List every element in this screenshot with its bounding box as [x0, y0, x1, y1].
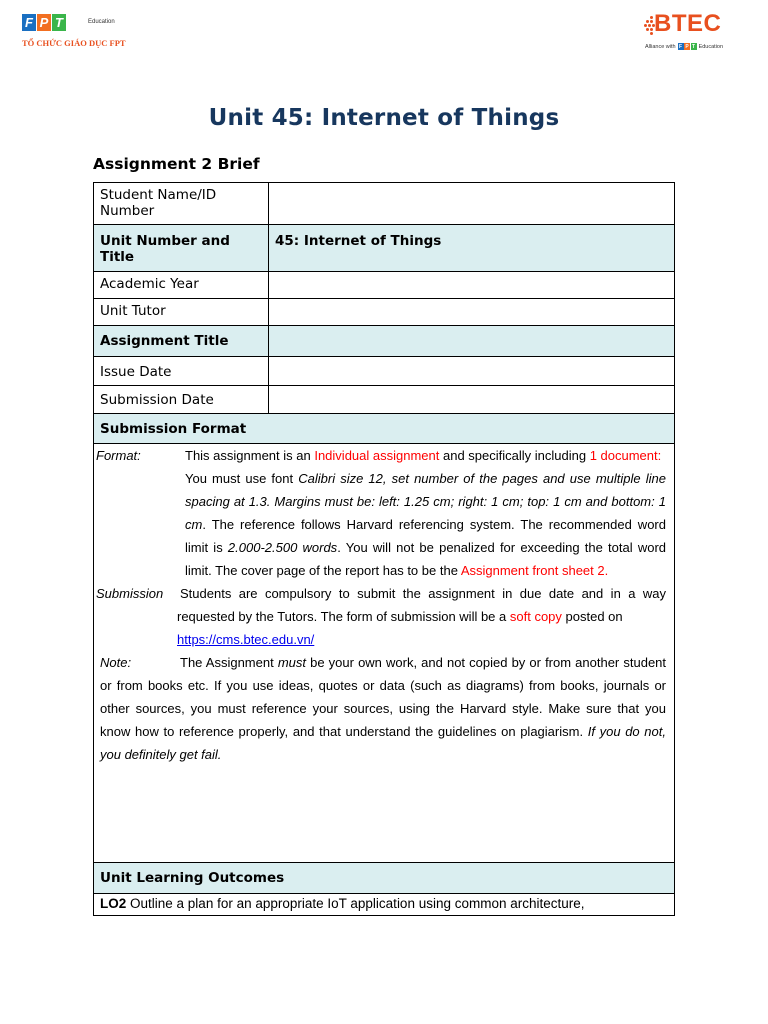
fpt-education-logo: [22, 14, 162, 54]
learning-outcome-lo2: [94, 894, 675, 916]
mini-tile-f: F: [679, 43, 683, 50]
unit-tutor-label: Unit Tutor: [94, 299, 269, 326]
submission-soft-copy: soft copy: [509, 609, 562, 624]
mini-fpt-logo: [678, 43, 697, 50]
assignment-title-value[interactable]: [269, 326, 675, 357]
unit-learning-outcomes-heading: Unit Learning Outcomes: [94, 863, 675, 894]
alliance-prefix: Alliance with: [645, 43, 676, 50]
unit-tutor-value[interactable]: [269, 299, 675, 326]
mini-tile-t: T: [692, 43, 696, 50]
note-fail-warning: If you do not, you definitely get fail.: [100, 724, 666, 762]
note-key: Note:: [100, 655, 132, 670]
submission-date-label: Submission Date: [94, 386, 269, 414]
fpt-education-label: Education: [88, 19, 115, 25]
format-paragraph: [96, 444, 666, 582]
alliance-suffix: Education: [698, 43, 724, 50]
format-p2-e: . You will not be penalized for exceeding the total word limit. The cover page of the report has to be the: [185, 540, 667, 578]
format-p2-c: . The reference follows Harvard referencing system. The recommended word limit is: [185, 517, 666, 555]
unit-number-label: Unit Number and Title: [94, 225, 269, 272]
mini-tile-p: P: [685, 43, 689, 50]
row-ulo-heading: [94, 863, 675, 894]
academic-year-value[interactable]: [269, 272, 675, 299]
row-lo2: [94, 894, 675, 916]
unit-number-value: 45: Internet of Things: [269, 225, 675, 272]
fpt-organization-name: TỔ CHỨC GIÁO DỤC FPT: [22, 38, 126, 48]
assignment-brief-table: [93, 182, 675, 916]
cms-link[interactable]: https://cms.btec.edu.vn/: [177, 632, 315, 647]
submission-format-body: [94, 444, 675, 863]
document-title: Unit 45: Internet of Things: [208, 105, 560, 131]
btec-logo: [640, 12, 752, 56]
submission-format-heading: Submission Format: [94, 414, 675, 444]
note-text-c: be your own work, and not copied by or from another student or from books etc. If you use ideas, quotes or data (such as diagrams) from books, journals or other sources, you must reference your sources, using the Harvard style. Make sure that you know how to reference properly, and that understand the guidelines on plagiarism.: [100, 655, 667, 739]
assignment-title-label: Assignment Title: [94, 326, 269, 357]
submission-paragraph: [96, 582, 666, 651]
academic-year-label: Academic Year: [94, 272, 269, 299]
row-assignment-title: [94, 326, 675, 357]
row-submission-date: [94, 386, 675, 414]
format-p2-a: You must use font: [185, 471, 299, 486]
submission-date-value[interactable]: [269, 386, 675, 414]
submission-text-c: posted on: [561, 609, 623, 624]
lo-code: LO2: [100, 896, 127, 911]
fpt-tile-p: P: [37, 14, 51, 31]
format-individual-assignment: Individual assignment: [314, 448, 440, 463]
fpt-tile-t: T: [52, 14, 66, 31]
submission-key: Submission: [96, 586, 164, 601]
format-key: Format:: [96, 448, 141, 463]
note-paragraph: [96, 651, 666, 766]
submission-value: [177, 582, 666, 651]
issue-date-label: Issue Date: [94, 357, 269, 386]
fpt-tile-f: F: [22, 14, 36, 31]
btec-alliance-line: [645, 43, 723, 50]
student-name-value[interactable]: [269, 183, 675, 225]
submission-text-a: Students are compulsory to submit the assignment in due date and in a way requested by the Tutors. The form of submission will be a: [177, 586, 666, 624]
format-front-sheet: Assignment front sheet 2.: [460, 563, 609, 578]
format-font-rules: Calibri size 12, set number of the pages and use multiple line spacing at 1.3. Margins must be: left: 1.25 cm; right: 1 cm; top: 1 cm and bottom: 1 cm: [185, 471, 666, 532]
btec-wordmark: BTEC: [654, 10, 722, 37]
row-year: [94, 272, 675, 299]
format-word-limit: 2.000-2.500 words: [227, 540, 338, 555]
format-text-block: [94, 444, 674, 766]
lo-text: Outline a plan for an appropriate IoT application using common architecture,: [126, 896, 585, 911]
row-tutor: [94, 299, 675, 326]
document-subtitle: Assignment 2 Brief: [93, 155, 260, 173]
format-value: [185, 444, 666, 582]
format-p1-a: This assignment is an: [185, 448, 315, 463]
row-submission-format-heading: [94, 414, 675, 444]
issue-date-value[interactable]: [269, 357, 675, 386]
note-text-a: The Assignment: [180, 655, 278, 670]
note-must: must: [277, 655, 306, 670]
row-issue-date: [94, 357, 675, 386]
student-name-label: Student Name/ID Number: [94, 183, 269, 225]
format-document-count: 1 document:: [589, 448, 662, 463]
row-unit: [94, 225, 675, 272]
row-submission-format-body: [94, 444, 675, 863]
row-student: [94, 183, 675, 225]
format-p1-c: and specifically including: [439, 448, 590, 463]
